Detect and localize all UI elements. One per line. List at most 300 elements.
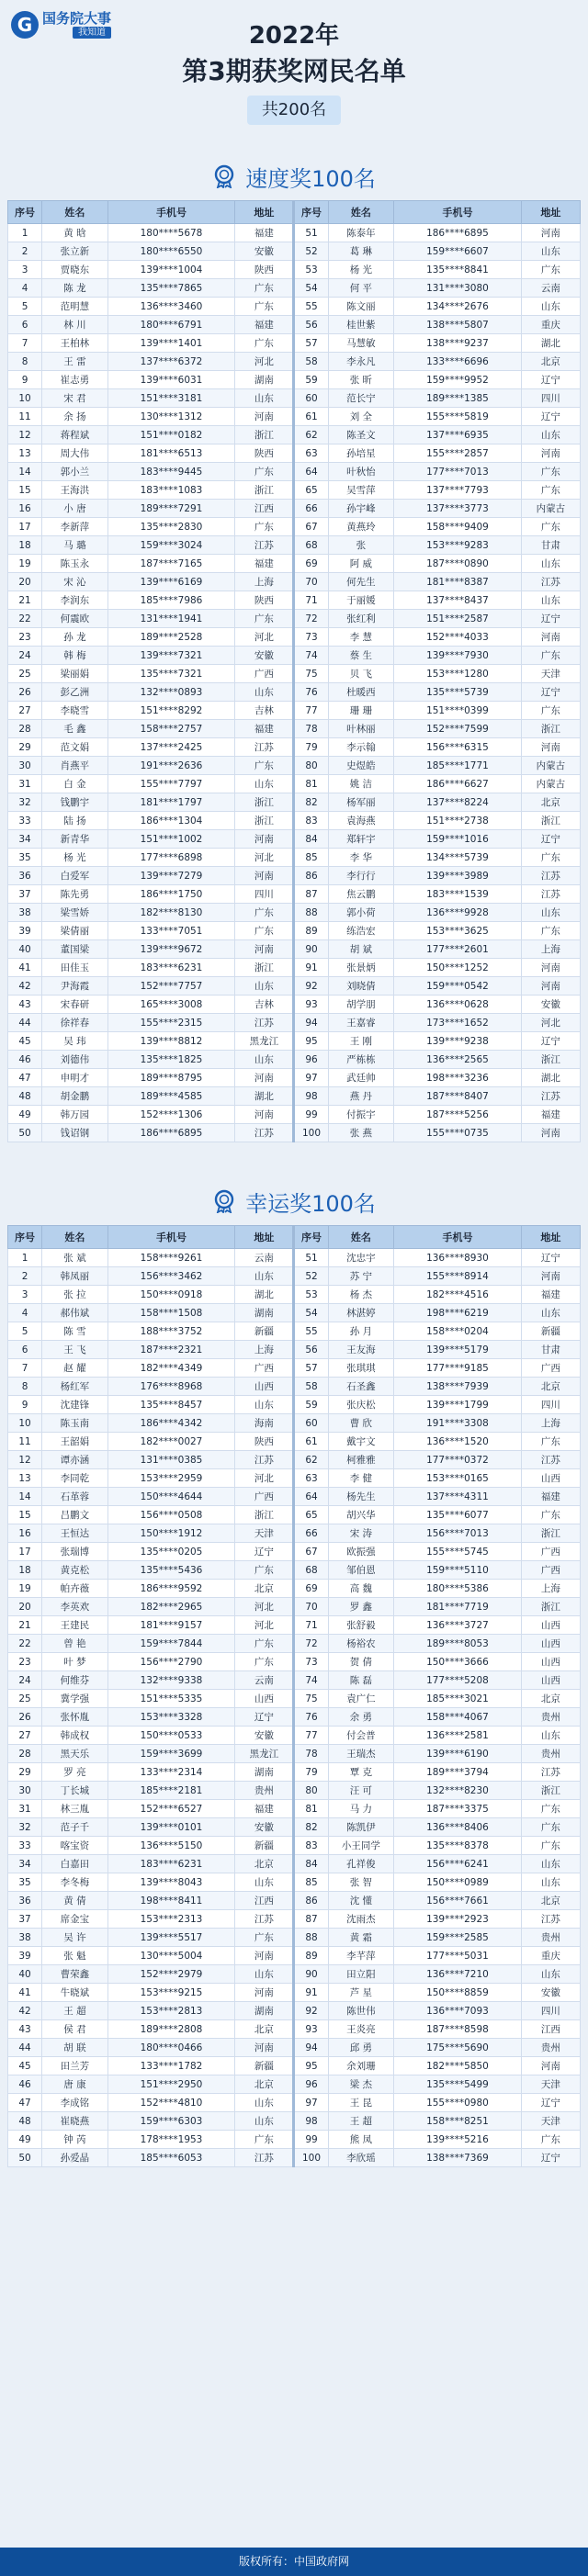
cell-name: 袁广仁 bbox=[328, 1690, 394, 1708]
cell-no: 61 bbox=[294, 408, 328, 426]
cell-no: 89 bbox=[294, 922, 328, 940]
cell-phone: 155****8914 bbox=[394, 1267, 521, 1286]
cell-no: 65 bbox=[294, 481, 328, 500]
cell-no: 93 bbox=[294, 996, 328, 1014]
cell-name: 余刘珊 bbox=[328, 2057, 394, 2075]
speed-award-section bbox=[0, 152, 588, 1142]
cell-no: 49 bbox=[8, 1106, 42, 1124]
table-row bbox=[8, 334, 581, 353]
cell-no: 20 bbox=[8, 1598, 42, 1616]
cell-region: 河南 bbox=[521, 959, 580, 977]
cell-region: 山西 bbox=[235, 1378, 294, 1396]
cell-name: 覃 克 bbox=[328, 1763, 394, 1782]
table-row bbox=[8, 1892, 581, 1910]
cell-phone: 159****1016 bbox=[394, 830, 521, 849]
cell-no: 36 bbox=[8, 1892, 42, 1910]
cell-name: 李 慧 bbox=[328, 628, 394, 647]
cell-region: 辽宁 bbox=[521, 2149, 580, 2167]
cell-name: 王 刚 bbox=[328, 1032, 394, 1051]
cell-name: 牛晓斌 bbox=[42, 1984, 108, 2002]
cell-no: 92 bbox=[294, 977, 328, 996]
cell-phone: 180****5386 bbox=[394, 1580, 521, 1598]
cell-no: 56 bbox=[294, 316, 328, 334]
table-row bbox=[8, 536, 581, 555]
cell-no: 49 bbox=[8, 2131, 42, 2149]
cell-no: 67 bbox=[294, 1543, 328, 1561]
footer bbox=[0, 2548, 588, 2576]
cell-no: 42 bbox=[8, 977, 42, 996]
section-header bbox=[0, 152, 588, 200]
cell-name: 赵 耀 bbox=[42, 1359, 108, 1378]
cell-no: 27 bbox=[8, 1727, 42, 1745]
cell-region: 辽宁 bbox=[235, 1543, 294, 1561]
cell-phone: 139****3989 bbox=[394, 867, 521, 885]
cell-name: 李新萍 bbox=[42, 518, 108, 536]
cell-no: 29 bbox=[8, 1763, 42, 1782]
cell-region: 陕西 bbox=[235, 444, 294, 463]
cell-no: 11 bbox=[8, 408, 42, 426]
cell-no: 4 bbox=[8, 279, 42, 298]
cell-phone: 137****2425 bbox=[107, 738, 234, 757]
cell-no: 12 bbox=[8, 1451, 42, 1469]
table-row bbox=[8, 1543, 581, 1561]
cell-region: 安徽 bbox=[235, 647, 294, 665]
cell-region: 北京 bbox=[521, 1690, 580, 1708]
table-row bbox=[8, 1378, 581, 1396]
cell-region: 广东 bbox=[521, 1818, 580, 1837]
cell-no: 44 bbox=[8, 2039, 42, 2057]
cell-phone: 182****5850 bbox=[394, 2057, 521, 2075]
cell-no: 30 bbox=[8, 757, 42, 775]
cell-region: 贵州 bbox=[521, 1929, 580, 1947]
cell-phone: 134****5739 bbox=[394, 849, 521, 867]
cell-name: 余 勇 bbox=[328, 1708, 394, 1727]
cell-region: 广东 bbox=[521, 1433, 580, 1451]
table-row bbox=[8, 1106, 581, 1124]
cell-no: 9 bbox=[8, 371, 42, 389]
cell-no: 53 bbox=[294, 1286, 328, 1304]
cell-no: 57 bbox=[294, 1359, 328, 1378]
cell-name: 武廷帅 bbox=[328, 1069, 394, 1087]
cell-name: 何维芬 bbox=[42, 1671, 108, 1690]
cell-no: 15 bbox=[8, 1506, 42, 1524]
table-row bbox=[8, 1087, 581, 1106]
cell-region: 陕西 bbox=[235, 1433, 294, 1451]
cell-region: 黑龙江 bbox=[235, 1745, 294, 1763]
cell-phone: 150****1252 bbox=[394, 959, 521, 977]
cell-name: 尹海霞 bbox=[42, 977, 108, 996]
cell-name: 田兰芳 bbox=[42, 2057, 108, 2075]
table-row bbox=[8, 1745, 581, 1763]
cell-name: 李示翰 bbox=[328, 738, 394, 757]
cell-region: 天津 bbox=[521, 2112, 580, 2131]
cell-phone: 137****6935 bbox=[394, 426, 521, 444]
cell-name: 何震欧 bbox=[42, 610, 108, 628]
cell-phone: 183****6231 bbox=[107, 959, 234, 977]
cell-name: 范长宁 bbox=[328, 389, 394, 408]
cell-name: 陈世伟 bbox=[328, 2002, 394, 2020]
cell-no: 41 bbox=[8, 959, 42, 977]
cell-phone: 136****7093 bbox=[394, 2002, 521, 2020]
cell-no: 50 bbox=[8, 1124, 42, 1142]
cell-phone: 156****2790 bbox=[107, 1653, 234, 1671]
cell-name: 小 唐 bbox=[42, 500, 108, 518]
cell-no: 64 bbox=[294, 1488, 328, 1506]
cell-no: 95 bbox=[294, 1032, 328, 1051]
cell-region: 广东 bbox=[521, 463, 580, 481]
cell-phone: 132****0893 bbox=[107, 683, 234, 702]
cell-phone: 151****0399 bbox=[394, 702, 521, 720]
cell-name: 邹伯恩 bbox=[328, 1561, 394, 1580]
cell-name: 丁长城 bbox=[42, 1782, 108, 1800]
cell-phone: 139****9238 bbox=[394, 1032, 521, 1051]
cell-region: 安徽 bbox=[235, 242, 294, 261]
cell-no: 59 bbox=[294, 1396, 328, 1414]
table-row bbox=[8, 2057, 581, 2075]
cell-region: 江苏 bbox=[521, 885, 580, 904]
cell-phone: 180****6791 bbox=[107, 316, 234, 334]
cell-no: 61 bbox=[294, 1433, 328, 1451]
cell-name: 张 燕 bbox=[328, 1124, 394, 1142]
cell-no: 85 bbox=[294, 1873, 328, 1892]
cell-name: 张瑞博 bbox=[42, 1543, 108, 1561]
table-row bbox=[8, 683, 581, 702]
cell-phone: 187****3375 bbox=[394, 1800, 521, 1818]
cell-name: 陈凯伊 bbox=[328, 1818, 394, 1837]
cell-name: 贝 飞 bbox=[328, 665, 394, 683]
cell-name: 宋 涛 bbox=[328, 1524, 394, 1543]
cell-no: 65 bbox=[294, 1506, 328, 1524]
cell-name: 陈泰年 bbox=[328, 224, 394, 242]
cell-region: 江苏 bbox=[521, 867, 580, 885]
cell-phone: 153****2813 bbox=[107, 2002, 234, 2020]
section-header bbox=[0, 1177, 588, 1225]
cell-name: 白爱军 bbox=[42, 867, 108, 885]
table-row bbox=[8, 1947, 581, 1965]
cell-no: 67 bbox=[294, 518, 328, 536]
cell-phone: 151****3181 bbox=[107, 389, 234, 408]
cell-phone: 177****2601 bbox=[394, 940, 521, 959]
cell-phone: 153****2959 bbox=[107, 1469, 234, 1488]
cell-name: 孙培星 bbox=[328, 444, 394, 463]
total-badge: 共200名 bbox=[247, 96, 341, 125]
cell-phone: 155****0735 bbox=[394, 1124, 521, 1142]
cell-phone: 136****8930 bbox=[394, 1249, 521, 1267]
cell-phone: 177****9185 bbox=[394, 1359, 521, 1378]
cell-name: 高 魏 bbox=[328, 1580, 394, 1598]
cell-no: 83 bbox=[294, 812, 328, 830]
table-row bbox=[8, 922, 581, 940]
cell-name: 钟 芮 bbox=[42, 2131, 108, 2149]
table-row bbox=[8, 885, 581, 904]
cell-name: 孔祥俊 bbox=[328, 1855, 394, 1873]
cell-region: 山东 bbox=[521, 904, 580, 922]
cell-no: 50 bbox=[8, 2149, 42, 2167]
cell-region: 湖南 bbox=[235, 2002, 294, 2020]
cell-phone: 135****8457 bbox=[107, 1396, 234, 1414]
cell-no: 90 bbox=[294, 1965, 328, 1984]
cell-name: 张琪琪 bbox=[328, 1359, 394, 1378]
cell-name: 郝伟斌 bbox=[42, 1304, 108, 1322]
cell-region: 上海 bbox=[235, 1341, 294, 1359]
cell-no: 95 bbox=[294, 2057, 328, 2075]
cell-no: 8 bbox=[8, 353, 42, 371]
cell-name: 黑天乐 bbox=[42, 1745, 108, 1763]
cell-no: 60 bbox=[294, 1414, 328, 1433]
cell-no: 4 bbox=[8, 1304, 42, 1322]
cell-phone: 152****7757 bbox=[107, 977, 234, 996]
cell-region: 山东 bbox=[521, 1873, 580, 1892]
cell-region: 福建 bbox=[235, 316, 294, 334]
cell-name: 练浩宏 bbox=[328, 922, 394, 940]
cell-phone: 151****1002 bbox=[107, 830, 234, 849]
cell-region: 广东 bbox=[235, 757, 294, 775]
cell-phone: 150****8859 bbox=[394, 1984, 521, 2002]
cell-region: 辽宁 bbox=[521, 1032, 580, 1051]
cell-region: 新疆 bbox=[521, 1322, 580, 1341]
cell-phone: 186****6895 bbox=[394, 224, 521, 242]
cell-phone: 181****8387 bbox=[394, 573, 521, 591]
cell-name: 胡学朋 bbox=[328, 996, 394, 1014]
cell-no: 26 bbox=[8, 1708, 42, 1727]
col-header-no: 序号 bbox=[8, 201, 42, 224]
cell-phone: 177****5208 bbox=[394, 1671, 521, 1690]
cell-region: 浙江 bbox=[521, 812, 580, 830]
col-header-region: 地址 bbox=[235, 1226, 294, 1249]
cell-name: 张怀胤 bbox=[42, 1708, 108, 1727]
cell-phone: 137****8437 bbox=[394, 591, 521, 610]
col-header-phone: 手机号 bbox=[107, 1226, 234, 1249]
cell-name: 田立阳 bbox=[328, 1965, 394, 1984]
cell-region: 河南 bbox=[235, 408, 294, 426]
table-row bbox=[8, 1286, 581, 1304]
cell-region: 新疆 bbox=[235, 1322, 294, 1341]
table-row bbox=[8, 977, 581, 996]
cell-name: 彭乙洲 bbox=[42, 683, 108, 702]
page-title: 第3期获奖网民名单 bbox=[182, 56, 406, 86]
cell-phone: 153****1280 bbox=[394, 665, 521, 683]
cell-region: 广西 bbox=[235, 1359, 294, 1378]
col-header-name: 姓名 bbox=[328, 1226, 394, 1249]
table-row bbox=[8, 1855, 581, 1873]
cell-no: 98 bbox=[294, 2112, 328, 2131]
cell-phone: 139****9672 bbox=[107, 940, 234, 959]
cell-region: 河南 bbox=[235, 1984, 294, 2002]
table-row bbox=[8, 1910, 581, 1929]
cell-name: 张 智 bbox=[328, 1873, 394, 1892]
cell-region: 江苏 bbox=[235, 738, 294, 757]
table-row bbox=[8, 298, 581, 316]
table-row bbox=[8, 1763, 581, 1782]
table-row bbox=[8, 1984, 581, 2002]
cell-no: 99 bbox=[294, 1106, 328, 1124]
cell-region: 广东 bbox=[235, 279, 294, 298]
cell-phone: 150****4644 bbox=[107, 1488, 234, 1506]
cell-name: 杜暖西 bbox=[328, 683, 394, 702]
cell-phone: 159****7844 bbox=[107, 1635, 234, 1653]
cell-no: 52 bbox=[294, 242, 328, 261]
cell-phone: 136****9928 bbox=[394, 904, 521, 922]
cell-no: 57 bbox=[294, 334, 328, 353]
cell-no: 47 bbox=[8, 2094, 42, 2112]
cell-no: 39 bbox=[8, 1947, 42, 1965]
cell-phone: 191****2636 bbox=[107, 757, 234, 775]
cell-name: 王海洪 bbox=[42, 481, 108, 500]
cell-region: 河南 bbox=[235, 2039, 294, 2057]
cell-phone: 133****2314 bbox=[107, 1763, 234, 1782]
cell-phone: 177****7013 bbox=[394, 463, 521, 481]
logo-sub-text: 我知道 bbox=[73, 27, 111, 39]
cell-no: 62 bbox=[294, 426, 328, 444]
cell-phone: 139****6169 bbox=[107, 573, 234, 591]
cell-name: 林湛婷 bbox=[328, 1304, 394, 1322]
table-row bbox=[8, 793, 581, 812]
cell-region: 江苏 bbox=[235, 536, 294, 555]
cell-name: 李同乾 bbox=[42, 1469, 108, 1488]
cell-phone: 131****1941 bbox=[107, 610, 234, 628]
cell-no: 98 bbox=[294, 1087, 328, 1106]
cell-phone: 150****3666 bbox=[394, 1653, 521, 1671]
table-row bbox=[8, 555, 581, 573]
cell-name: 王建民 bbox=[42, 1616, 108, 1635]
cell-region: 广东 bbox=[521, 849, 580, 867]
cell-no: 36 bbox=[8, 867, 42, 885]
cell-region: 江苏 bbox=[521, 1451, 580, 1469]
cell-name: 马 璐 bbox=[42, 536, 108, 555]
cell-no: 53 bbox=[294, 261, 328, 279]
cell-no: 39 bbox=[8, 922, 42, 940]
cell-name: 钱鹏宇 bbox=[42, 793, 108, 812]
cell-region: 广西 bbox=[235, 665, 294, 683]
cell-name: 叶林丽 bbox=[328, 720, 394, 738]
col-header-phone: 手机号 bbox=[107, 201, 234, 224]
cell-phone: 156****0508 bbox=[107, 1506, 234, 1524]
cell-no: 16 bbox=[8, 1524, 42, 1543]
cell-name: 宋春研 bbox=[42, 996, 108, 1014]
cell-region: 山东 bbox=[235, 1267, 294, 1286]
cell-phone: 177****5031 bbox=[394, 1947, 521, 1965]
cell-region: 广东 bbox=[521, 702, 580, 720]
cell-region: 辽宁 bbox=[521, 1249, 580, 1267]
cell-region: 上海 bbox=[521, 1580, 580, 1598]
cell-region: 福建 bbox=[521, 1286, 580, 1304]
cell-name: 汪 可 bbox=[328, 1782, 394, 1800]
cell-no: 97 bbox=[294, 1069, 328, 1087]
cell-phone: 159****0542 bbox=[394, 977, 521, 996]
cell-phone: 139****7279 bbox=[107, 867, 234, 885]
table-row bbox=[8, 1414, 581, 1433]
cell-phone: 181****1797 bbox=[107, 793, 234, 812]
cell-phone: 159****3699 bbox=[107, 1745, 234, 1763]
cell-region: 上海 bbox=[521, 940, 580, 959]
cell-name: 胡金鹏 bbox=[42, 1087, 108, 1106]
cell-region: 山西 bbox=[521, 1653, 580, 1671]
table-header-row bbox=[8, 1226, 581, 1249]
cell-region: 贵州 bbox=[521, 2039, 580, 2057]
table-row bbox=[8, 1032, 581, 1051]
cell-name: 葛 琳 bbox=[328, 242, 394, 261]
cell-no: 22 bbox=[8, 1635, 42, 1653]
table-row bbox=[8, 812, 581, 830]
cell-name: 李冬梅 bbox=[42, 1873, 108, 1892]
cell-no: 20 bbox=[8, 573, 42, 591]
cell-name: 王恒达 bbox=[42, 1524, 108, 1543]
cell-name: 付振宇 bbox=[328, 1106, 394, 1124]
cell-no: 18 bbox=[8, 1561, 42, 1580]
cell-name: 王炎亮 bbox=[328, 2020, 394, 2039]
cell-phone: 151****2738 bbox=[394, 812, 521, 830]
cell-phone: 185****1771 bbox=[394, 757, 521, 775]
cell-phone: 181****6513 bbox=[107, 444, 234, 463]
cell-phone: 151****2950 bbox=[107, 2075, 234, 2094]
table-row bbox=[8, 1451, 581, 1469]
cell-region: 河南 bbox=[521, 444, 580, 463]
cell-name: 谭亦涵 bbox=[42, 1451, 108, 1469]
table-row bbox=[8, 1051, 581, 1069]
table-row bbox=[8, 1304, 581, 1322]
cell-no: 99 bbox=[294, 2131, 328, 2149]
table-row bbox=[8, 371, 581, 389]
cell-phone: 151****2587 bbox=[394, 610, 521, 628]
cell-no: 45 bbox=[8, 2057, 42, 2075]
cell-no: 11 bbox=[8, 1433, 42, 1451]
cell-phone: 198****6219 bbox=[394, 1304, 521, 1322]
cell-no: 6 bbox=[8, 316, 42, 334]
cell-name: 杨裕农 bbox=[328, 1635, 394, 1653]
cell-no: 40 bbox=[8, 940, 42, 959]
cell-no: 25 bbox=[8, 1690, 42, 1708]
cell-phone: 133****6696 bbox=[394, 353, 521, 371]
cell-region: 河南 bbox=[235, 1106, 294, 1124]
cell-phone: 180****6550 bbox=[107, 242, 234, 261]
cell-phone: 152****2979 bbox=[107, 1965, 234, 1984]
section-title: 幸运奖100名 bbox=[245, 1190, 376, 1217]
cell-region: 江苏 bbox=[235, 2149, 294, 2167]
cell-name: 严栋栋 bbox=[328, 1051, 394, 1069]
cell-region: 山西 bbox=[521, 1616, 580, 1635]
col-header-name: 姓名 bbox=[328, 201, 394, 224]
cell-name: 珊 珊 bbox=[328, 702, 394, 720]
cell-name: 马慧敏 bbox=[328, 334, 394, 353]
cell-phone: 135****7865 bbox=[107, 279, 234, 298]
cell-no: 71 bbox=[294, 591, 328, 610]
cell-region: 江西 bbox=[235, 1892, 294, 1910]
table-row bbox=[8, 518, 581, 536]
cell-no: 75 bbox=[294, 665, 328, 683]
table-row bbox=[8, 463, 581, 481]
cell-name: 杨军丽 bbox=[328, 793, 394, 812]
cell-region: 浙江 bbox=[235, 481, 294, 500]
cell-region: 山东 bbox=[521, 242, 580, 261]
cell-name: 张景炳 bbox=[328, 959, 394, 977]
cell-region: 贵州 bbox=[521, 1745, 580, 1763]
cell-region: 广东 bbox=[235, 904, 294, 922]
cell-name: 戴宇文 bbox=[328, 1433, 394, 1451]
cell-no: 7 bbox=[8, 334, 42, 353]
table-row bbox=[8, 867, 581, 885]
cell-region: 江苏 bbox=[521, 1763, 580, 1782]
cell-name: 何 平 bbox=[328, 279, 394, 298]
cell-phone: 183****1539 bbox=[394, 885, 521, 904]
cell-phone: 186****6627 bbox=[394, 775, 521, 793]
cell-phone: 188****3752 bbox=[107, 1322, 234, 1341]
cell-phone: 189****1385 bbox=[394, 389, 521, 408]
cell-name: 郭小荷 bbox=[328, 904, 394, 922]
table-row bbox=[8, 500, 581, 518]
table-row bbox=[8, 1433, 581, 1451]
cell-region: 浙江 bbox=[521, 1598, 580, 1616]
cell-region: 河北 bbox=[235, 849, 294, 867]
